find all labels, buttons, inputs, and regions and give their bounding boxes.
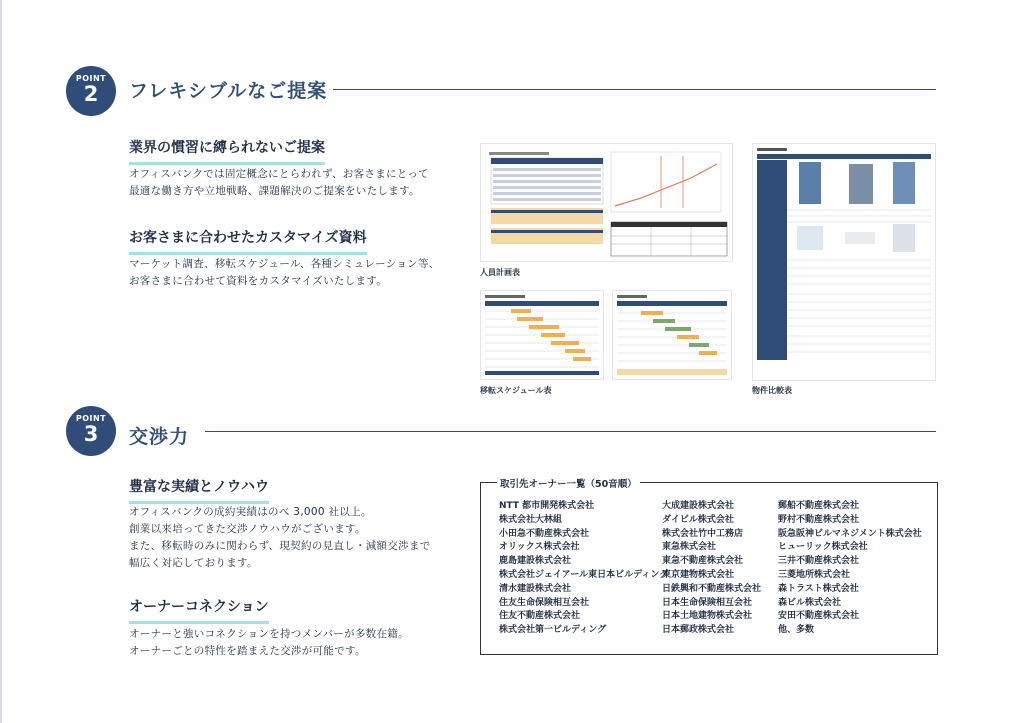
owner-item: 住友生命保険相互会社 <box>499 597 590 608</box>
staffing-plan-image <box>481 144 732 261</box>
owner-item: ヒューリック株式会社 <box>778 542 868 553</box>
owner-item: 株式会社第一ビルディング <box>499 625 607 636</box>
owner-item: 郵船不動産株式会社 <box>778 501 860 511</box>
caption-property-comparison: 物件比較表 <box>752 386 792 395</box>
schedule-image-2 <box>613 291 731 379</box>
section-title-negotiation: 交渉力 <box>129 426 190 448</box>
owner-list-title: 取引先オーナー一覧（50音順） <box>497 476 640 490</box>
owner-item: 野村不動産株式会社 <box>778 514 860 525</box>
caption-relocation-schedule: 移転スケジュール表 <box>480 386 552 395</box>
owner-item: 三菱地所株式会社 <box>778 569 851 580</box>
owner-item: 住友不動産株式会社 <box>499 611 581 622</box>
owner-item: 株式会社大林組 <box>499 514 563 525</box>
page-edge <box>0 0 2 723</box>
owner-item: 森トラスト株式会社 <box>778 583 859 594</box>
paragraph-owner-connection: オーナーと強いコネクションを持つメンバーが多数在籍。 オーナーごとの特性を踏まえた交渉が可能です。 <box>129 628 409 657</box>
property-comparison-image <box>753 144 935 380</box>
point-number: 2 <box>83 82 99 106</box>
point-label: POINT <box>75 74 107 83</box>
point-label: POINT <box>75 414 107 423</box>
owner-item: 東京建物株式会社 <box>662 569 735 580</box>
subheading-owner-connection: オーナーコネクション <box>129 596 269 624</box>
owner-item: 日本郵政株式会社 <box>662 625 735 636</box>
caption-staffing-plan: 人員計画表 <box>480 268 520 277</box>
owner-item: ダイビル株式会社 <box>662 514 734 525</box>
property-comparison-thumbnail <box>752 143 936 381</box>
point-number: 3 <box>83 422 99 446</box>
owner-item: 日鉄興和不動産株式会社 <box>662 583 762 594</box>
subheading-track-record: 豊富な実績とノウハウ <box>129 476 269 504</box>
owner-item: 日本生命保険相互会社 <box>662 597 753 608</box>
owner-item: 東急株式会社 <box>662 542 717 553</box>
owner-item: 大成建設株式会社 <box>662 501 735 511</box>
owner-list-column-3 <box>778 500 922 638</box>
owner-item: 鹿島建設株式会社 <box>499 556 572 567</box>
owner-item: オリックス株式会社 <box>499 542 580 553</box>
owner-item: 株式会社ジェイアール東日本ビルディング <box>499 569 669 580</box>
owner-item: 阪急阪神ビルマネジメント株式会社 <box>778 528 922 539</box>
section-title-flexible: フレキシブルなご提案 <box>129 80 328 102</box>
paragraph-track-record: オフィスバンクの成約実績はのべ 3,000 社以上。 創業以来培ってきた交渉ノウハウがございます。 また、移転時のみに関わらず、現契約の見直し・減額交渉まで 幅広く対応しております。 <box>129 506 431 569</box>
staffing-plan-thumbnail <box>480 143 733 262</box>
subheading-custom-materials: お客さまに合わせたカスタマイズ資料 <box>129 227 367 255</box>
point-3-badge <box>66 406 116 456</box>
subheading-custom-proposal: 業界の慣習に縛られないご提案 <box>129 137 325 165</box>
section-divider <box>205 431 936 432</box>
owner-item: 安田不動産株式会社 <box>778 611 860 622</box>
paragraph-custom-materials: マーケット調査、移転スケジュール、各種シミュレーション等、 お客さまに合わせて資料をカスタマイズいたします。 <box>129 258 440 287</box>
schedule-image-1 <box>481 291 603 379</box>
schedule-thumbnail-1 <box>480 290 604 380</box>
point-2-badge <box>66 66 116 116</box>
owner-item: 東急不動産株式会社 <box>662 556 744 567</box>
owner-list-column-1 <box>499 500 668 638</box>
owner-item: 小田急不動産株式会社 <box>499 528 590 539</box>
owner-item: 三井不動産株式会社 <box>778 556 860 567</box>
owner-item: 他、多数 <box>778 625 815 636</box>
schedule-thumbnail-2 <box>612 290 732 380</box>
owner-item: 清水建設株式会社 <box>499 583 572 594</box>
owner-list-column-2 <box>662 500 761 638</box>
paragraph-custom-proposal: オフィスバンクでは固定概念にとらわれず、お客さまにとって 最適な働き方や立地戦略、課題解決のご提案をいたします。 <box>129 168 429 197</box>
section-divider <box>333 89 936 90</box>
owner-item: NTT 都市開発株式会社 <box>499 501 595 511</box>
owner-item: 日本土地建物株式会社 <box>662 611 753 622</box>
owner-item: 株式会社竹中工務店 <box>662 528 744 539</box>
owner-item: 森ビル株式会社 <box>778 597 842 608</box>
